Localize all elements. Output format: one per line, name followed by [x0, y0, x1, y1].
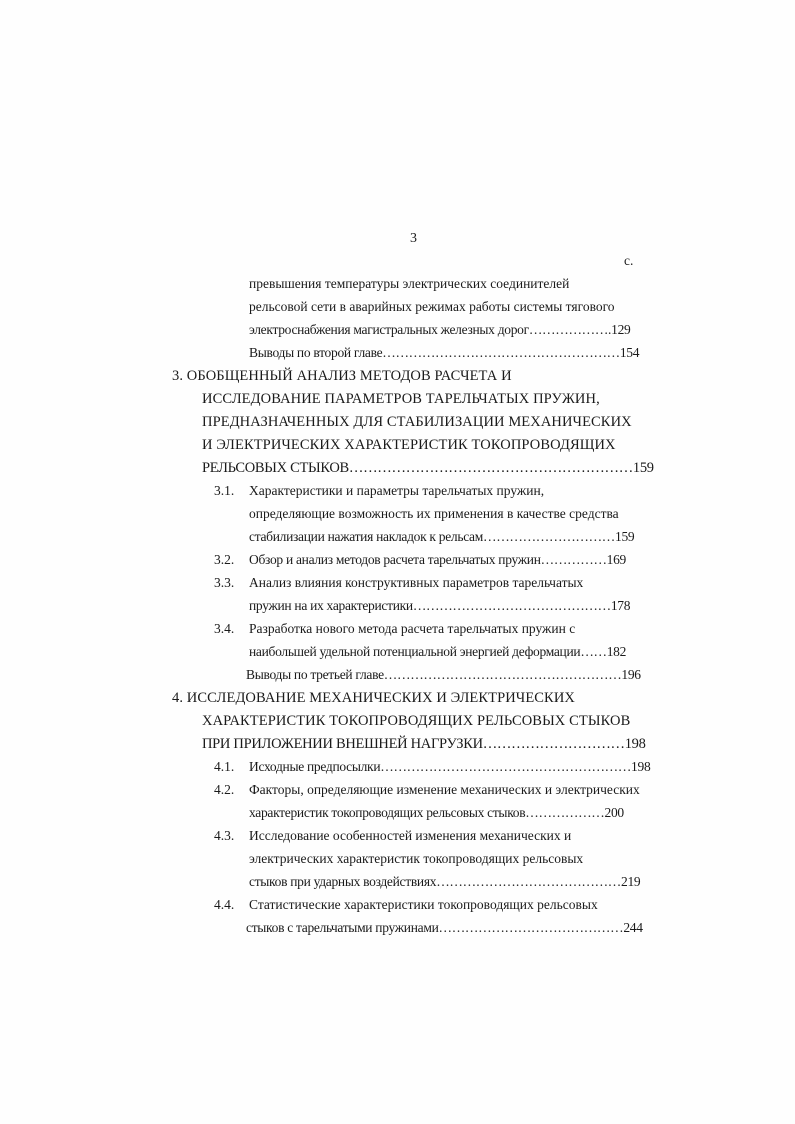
- page-number: 3: [410, 231, 417, 246]
- toc-chapter-heading: И ЭЛЕКТРИЧЕСКИХ ХАРАКТЕРИСТИК ТОКОПРОВОДЯЩИХ: [202, 437, 616, 453]
- toc-line: Исследование особенностей изменения механических и: [249, 828, 572, 843]
- toc-section-number: 4.4.: [214, 897, 235, 912]
- toc-line: рельсовой сети в аварийных режимах работы системы тягового: [249, 299, 615, 314]
- toc-chapter-heading: ИССЛЕДОВАНИЕ ПАРАМЕТРОВ ТАРЕЛЬЧАТЫХ ПРУЖИН,: [202, 391, 600, 407]
- toc-line: Факторы, определяющие изменение механических и электрических: [249, 782, 640, 797]
- toc-line: Анализ влияния конструктивных параметров тарельчатых: [249, 575, 584, 590]
- toc-line: наибольшей удельной потенциальной энергией деформации……182: [249, 644, 627, 659]
- toc-section-number: 3.3.: [214, 575, 235, 590]
- toc-line: определяющие возможность их применения в качестве средства: [249, 506, 619, 521]
- toc-line: стабилизации нажатия накладок к рельсам…………………………159: [249, 529, 635, 544]
- toc-chapter-heading: ХАРАКТЕРИСТИК ТОКОПРОВОДЯЩИХ РЕЛЬСОВЫХ СТЫКОВ: [202, 713, 631, 729]
- toc-chapter-heading: РЕЛЬСОВЫХ СТЫКОВ……………………………………………………159: [202, 460, 654, 476]
- toc-section-number: 4.1.: [214, 759, 235, 774]
- toc-section-number: 4.2.: [214, 782, 235, 797]
- toc-chapter-heading: ПРЕДНАЗНАЧЕННЫХ ДЛЯ СТАБИЛИЗАЦИИ МЕХАНИЧЕСКИХ: [202, 414, 632, 430]
- toc-line: пружин на их характеристики………………………………………178: [249, 598, 631, 613]
- toc-line: Выводы по второй главе………………………………………………154: [249, 345, 640, 360]
- toc-section-number: 3.1.: [214, 483, 235, 498]
- toc-line: стыков при ударных воздействиях……………………………………219: [249, 874, 641, 889]
- toc-section-number: 3.4.: [214, 621, 235, 636]
- toc-line: превышения температуры электрических соединителей: [249, 276, 570, 291]
- toc-line: характеристик токопроводящих рельсовых стыков………………200: [249, 805, 624, 820]
- toc-line: Разработка нового метода расчета тарельчатых пружин с: [249, 621, 576, 636]
- toc-line: Характеристики и параметры тарельчатых пружин,: [249, 483, 545, 498]
- toc-line: электроснабжения магистральных железных дорог……………….129: [249, 322, 631, 337]
- toc-section-number: 4.3.: [214, 828, 235, 843]
- toc-line: Выводы по третьей главе………………………………………………196: [246, 667, 641, 682]
- toc-line: стыков с тарельчатыми пружинами……………………………………244: [246, 920, 643, 935]
- toc-chapter-heading: ПРИ ПРИЛОЖЕНИИ ВНЕШНЕЙ НАГРУЗКИ…………………………198: [202, 736, 646, 752]
- toc-line: Обзор и анализ методов расчета тарельчатых пружин……………169: [249, 552, 626, 567]
- toc-chapter-heading: 4. ИССЛЕДОВАНИЕ МЕХАНИЧЕСКИХ И ЭЛЕКТРИЧЕСКИХ: [172, 690, 575, 706]
- toc-chapter-heading: 3. ОБОБЩЕННЫЙ АНАЛИЗ МЕТОДОВ РАСЧЕТА И: [172, 368, 512, 384]
- toc-line: Исходные предпосылки…………………………………………………198: [249, 759, 651, 774]
- toc-line: Статистические характеристики токопроводящих рельсовых: [249, 897, 598, 912]
- page-column-label: с.: [624, 253, 634, 268]
- toc-line: электрических характеристик токопроводящих рельсовых: [249, 851, 584, 866]
- toc-section-number: 3.2.: [214, 552, 235, 567]
